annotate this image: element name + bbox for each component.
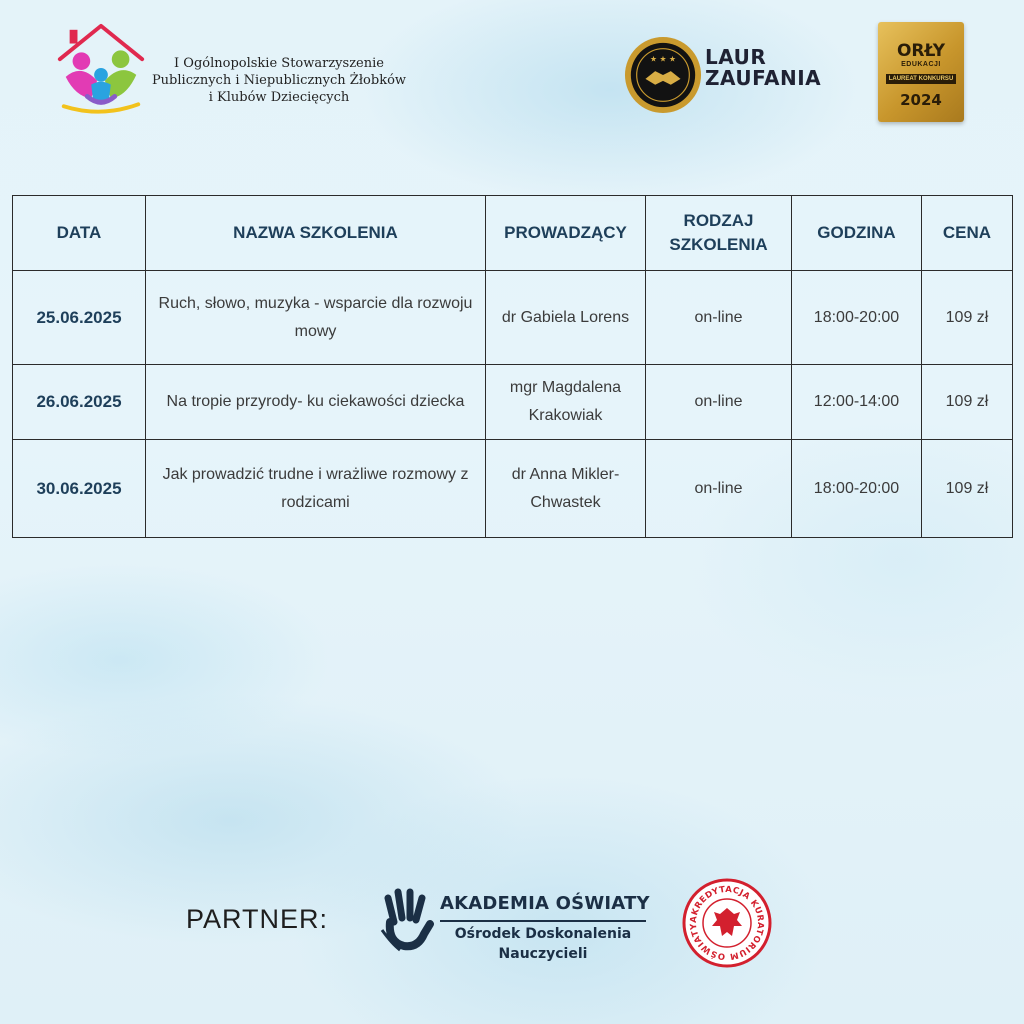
laur-line-1: LAUR xyxy=(705,45,767,69)
akademia-divider xyxy=(440,920,646,922)
schedule-table xyxy=(12,195,1013,538)
org-name-line-1: I Ogólnopolskie Stowarzyszenie xyxy=(174,56,384,71)
seal-text: AKREDYTACJA KURATORIUM OŚWIATY xyxy=(688,884,766,962)
cell-name: Ruch, słowo, muzyka - wsparcie dla rozwoju mowy xyxy=(146,271,486,365)
table-row xyxy=(13,365,1013,440)
cell-name: Na tropie przyrody- ku ciekawości dziecka xyxy=(146,365,486,440)
cell-price: 109 zł xyxy=(922,440,1013,538)
cell-time: 12:00-14:00 xyxy=(792,365,922,440)
akademia-subtitle-1: Ośrodek Doskonalenia xyxy=(454,926,632,942)
cell-type: on-line xyxy=(646,440,792,538)
orly-year: 2024 xyxy=(900,91,942,109)
header-trainer: PROWADZĄCY xyxy=(486,196,646,271)
cell-trainer: dr Anna Mikler-Chwastek xyxy=(486,440,646,538)
cell-type: on-line xyxy=(646,271,792,365)
header-time: GODZINA xyxy=(792,196,922,271)
akademia-subtitle-2: Nauczycieli xyxy=(498,946,588,962)
laur-zaufania-badge xyxy=(624,36,702,114)
cell-trainer: dr Gabiela Lorens xyxy=(486,271,646,365)
partner-label: PARTNER: xyxy=(186,904,329,934)
hand-icon xyxy=(378,888,434,952)
akademia-title: AKADEMIA OŚWIATY xyxy=(440,893,650,914)
cell-price: 109 zł xyxy=(922,365,1013,440)
table-row xyxy=(13,271,1013,365)
header-type: RODZAJ SZKOLENIA xyxy=(646,196,792,271)
cell-date: 26.06.2025 xyxy=(13,365,146,440)
laur-line-2: ZAUFANIA xyxy=(705,66,822,90)
header-name: NAZWA SZKOLENIA xyxy=(146,196,486,271)
header-price: CENA xyxy=(922,196,1013,271)
organization-name xyxy=(144,55,414,106)
svg-text:★ ★ ★: ★ ★ ★ xyxy=(650,54,676,64)
cell-date: 25.06.2025 xyxy=(13,271,146,365)
org-name-line-2: Publicznych i Niepublicznych Żłobków xyxy=(151,73,407,88)
cell-price: 109 zł xyxy=(922,271,1013,365)
cell-name: Jak prowadzić trudne i wrażliwe rozmowy z rodzicami xyxy=(146,440,486,538)
cell-time: 18:00-20:00 xyxy=(792,440,922,538)
laur-zaufania-text xyxy=(705,47,821,89)
akredytacja-seal xyxy=(682,878,772,968)
orly-subtitle: EDUKACJI xyxy=(901,61,941,68)
cell-type: on-line xyxy=(646,365,792,440)
header-date: DATA xyxy=(13,196,146,271)
orly-banner: LAUREAT KONKURSU xyxy=(886,74,956,84)
orly-title: ORŁY xyxy=(896,41,946,61)
cell-date: 30.06.2025 xyxy=(13,440,146,538)
table-row xyxy=(13,440,1013,538)
org-name-line-3: i Klubów Dziecięcych xyxy=(208,90,350,105)
cell-time: 18:00-20:00 xyxy=(792,271,922,365)
cell-trainer: mgr Magdalena Krakowiak xyxy=(486,365,646,440)
family-house-logo xyxy=(52,20,150,118)
table-header-row xyxy=(13,196,1013,271)
orly-edukacji-badge xyxy=(878,22,964,122)
